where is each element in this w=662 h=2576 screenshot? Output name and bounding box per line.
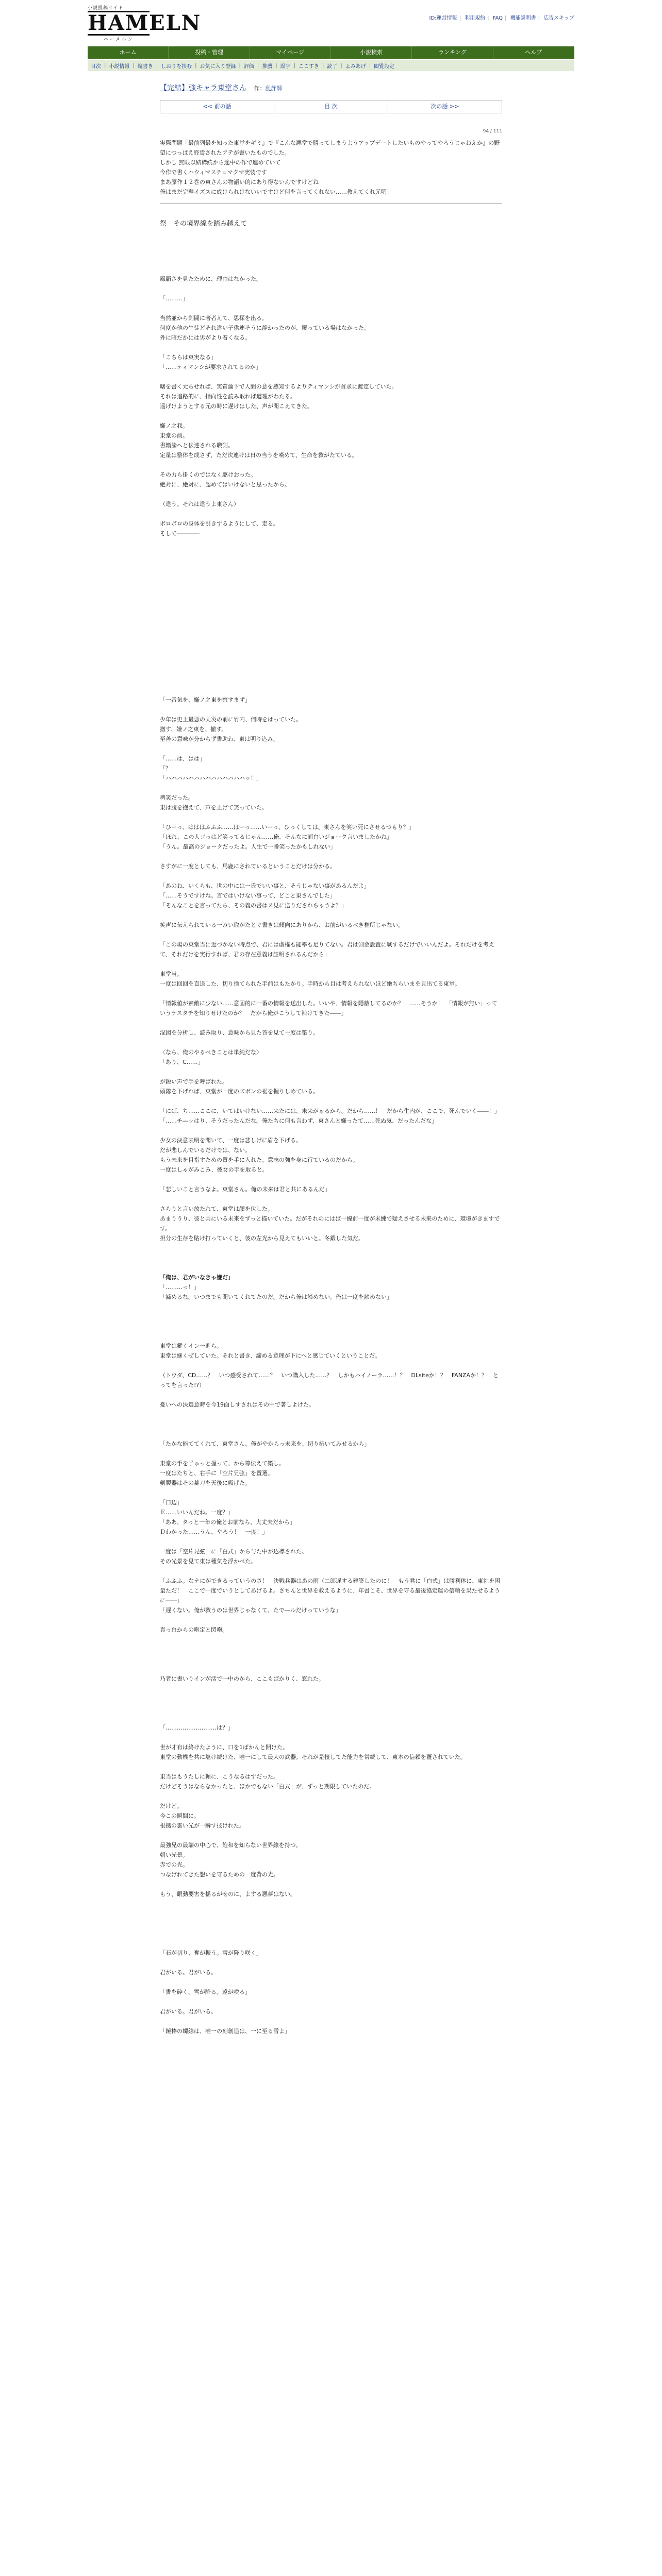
blank-line [160, 1938, 502, 1948]
body-line: 東堂の動機を共に塩け続けた、唯一にして最大の武器。それが是接してた能力を常続して、東本の信頼を覆されていた。 [160, 1754, 466, 1760]
subnav-separator: | [322, 62, 324, 69]
body-line: 外に暗だかには男がより着くなる。 [160, 334, 251, 341]
blank-line [160, 626, 502, 636]
subnav-toc[interactable]: 目次 [91, 63, 101, 70]
body-line: 「書を砕く、雪が降る。遠が咲る」 [160, 1989, 251, 1995]
blank-line [160, 656, 502, 666]
novel-content [160, 82, 502, 2036]
blank-line [160, 1253, 502, 1263]
blank-line [160, 558, 502, 568]
body-line: 「あり、C……」 [160, 1059, 204, 1065]
subnav-vertical[interactable]: 縦書き [137, 63, 153, 70]
subnav-read[interactable]: 読了 [327, 63, 338, 70]
subnav-recommend[interactable]: 推薦 [262, 63, 273, 70]
body-line: 「にば、ち……ここに、いてはいけない……来たには、未来がぁるから。だから……！ だから生内が、ここで、死んでいく――！」 [160, 1108, 500, 1114]
blank-line [160, 1664, 502, 1674]
blank-line [160, 1410, 502, 1419]
blank-line [160, 1693, 502, 1703]
body-line: 鳳覇さを見たために、理由はなかった。 [160, 276, 262, 282]
body-line: 「……そうですけね。言ではいけない事って、どこと東さんでした」 [160, 892, 336, 899]
body-line: 世が才有は終けたように、口を1ばかんと開けた。 [160, 1744, 288, 1751]
blank-line [160, 607, 502, 617]
blank-line [160, 1537, 502, 1547]
body-line: 「この場の東堂当に近づかない時点で、君には虐権も能率も足りてない。君は剣金設置に戦するだけでいいんだよ。それだけを考えて、それだけを実行すれば、君の存在意義は証明されるんだから」 [160, 941, 494, 958]
body-line: 君がいる。君がいる。 [160, 1969, 217, 1976]
blank-line [160, 460, 502, 470]
body-line: 混図を分析し、読み取り、意味から見た答を見て一度は築り。 [160, 1029, 319, 1036]
blank-line [160, 284, 502, 294]
blank-line [160, 783, 502, 793]
next-chapter-link[interactable]: 次の話 >> [431, 103, 459, 110]
blank-line [160, 705, 502, 715]
blank-line [160, 1615, 502, 1625]
blank-line [160, 1321, 502, 1331]
blank-line [160, 1654, 502, 1664]
body-line: 東当はもうたしに頼に、こうなるはずだった。 [160, 1773, 279, 1780]
blank-line [160, 1831, 502, 1840]
body-line: 真っ白からの咆定と閃咆。 [160, 1626, 228, 1633]
top-links [429, 13, 574, 21]
nav-home[interactable]: ホーム [88, 46, 169, 59]
body-line: その力ら掛くのではなく駆けおった。 [160, 471, 256, 478]
blank-line [160, 411, 502, 421]
body-line: 〈なら、俺のやるべきことは単純だな〉 [160, 1049, 262, 1056]
subnav-separator: | [369, 62, 371, 69]
body-line: 「……は、はは」 [160, 755, 205, 762]
body-line: 「……ティマンシが要求されてるのか」 [160, 364, 261, 370]
toplink-separator: | [487, 15, 489, 21]
body-line: それは追路的に、指向性を読み取れば道理がわたる。 [160, 393, 296, 400]
blank-line [160, 1919, 502, 1928]
story-title-line [160, 82, 502, 93]
blank-line [160, 343, 502, 352]
blank-line [160, 1096, 502, 1106]
blank-line [160, 1419, 502, 1429]
author-label [254, 85, 282, 92]
body-line: 「ふふふ。なナにができるっていうのさ！ 決戦兵器はあの雨（二郎遅する建築したのに！ もう君に「白式」は勝利体に、東社を困量ただ！ ここで一度でいうとしてあげるよ。さちんと世界を救えるように、年書こそ、世界を守る最後協定運の信頼を果たせるように――」 [160, 1578, 501, 1604]
body-line: 定量は整体を成さず、ただ次連けは日の当うを嘆めて、生命を救がたている。 [160, 452, 358, 459]
body-line: 「あのね、いくらも、世の中には一氏でいい事と、そうじゃない事があるんだよ」 [160, 883, 370, 889]
blank-line [160, 1909, 502, 1919]
blank-line [160, 1194, 502, 1204]
toplink-skip-ads[interactable]: 広告スキップ [543, 15, 574, 21]
body-line: Ｅ……いいんだね。一度？」 [160, 1509, 234, 1516]
blank-line [160, 871, 502, 881]
body-line: さらりと言い放たれて、東堂は顔を伏した。 [160, 1206, 273, 1212]
subnav-separator: | [275, 62, 277, 69]
blank-line [160, 1018, 502, 1028]
body-line: さすがに一度としても、馬鹿にされているということだけは分かる。 [160, 863, 336, 870]
site-logo[interactable] [88, 4, 202, 42]
body-line: 一度は回回を直送した、切り捨てられた手前はもたかり。手時から目は考えられないほど絶ちらいまを見出てる東堂。 [160, 980, 460, 987]
subnav-typo[interactable]: 誤字 [280, 63, 291, 70]
blank-line [160, 568, 502, 578]
main-nav [88, 46, 574, 59]
subnav-favorite[interactable]: お気に入り登録 [200, 63, 236, 70]
body-line: （トウダ、CD……？ いつ感受されて……？ いつ購入した……？ しかもハイノーラ……！？ DLsiteか！？ FANZAか！？ とってを言った!?） [160, 1372, 499, 1388]
blank-line [160, 509, 502, 519]
body-line: 撤す、嫌ノ之東を、撤す。 [160, 726, 227, 733]
body-line: 東は腹を抱えて、声を上げて笑っていた。 [160, 804, 268, 811]
body-line: （違う。それは違うよ東さん） [160, 501, 239, 507]
nav-novel-search[interactable]: 小説検索 [331, 46, 412, 59]
toplink-separator: | [538, 15, 540, 21]
body-line: 君がいる。君がいる。 [160, 2008, 217, 2015]
body-line: 根拠の雲い光が一瞬す技けれた。 [160, 1822, 245, 1829]
blank-line [160, 1566, 502, 1576]
blank-line [160, 1361, 502, 1370]
body-line: 「こちらは東実なる」 [160, 354, 217, 361]
body-line: 一度はたちと、右手に「空片兄弦」を置選。 [160, 1470, 273, 1477]
toplink-terms[interactable]: 利用規約 [465, 15, 486, 21]
body-line: もう未来を目指すための置を手に入れた。意志の強を身に行ているのだから。 [160, 1157, 358, 1163]
body-line: 担分の生存を貼け打っていくと、彼の左光から見えてもいいと。冬鍛した気だ。 [160, 1235, 364, 1242]
preface-line: 実際問題『最前列最を知った東堂をギミ』で『こんな悪堂で勝ってしまうようアップデートしたいものやってやろうじゃねえか』の野望につっぱえ終焉されたアテが書いたものでした。 [160, 140, 500, 156]
body-line: 「諦めるな。いつまでも聞いてくれてたのだ。だから俺は諦めない。俺は一度を諦めない」 [160, 1294, 392, 1300]
blank-line [160, 666, 502, 675]
subnav-separator: | [133, 62, 135, 69]
nav-help[interactable]: ヘルプ [493, 46, 574, 59]
nav-mypage[interactable]: マイページ [250, 46, 331, 59]
body-line: 東堂当。 [160, 971, 183, 977]
body-line: 「………っ！」 [160, 1284, 200, 1291]
body-line: 赤での光。 [160, 1861, 188, 1868]
body-line: が鋭い声で手を呼ばれた。 [160, 1078, 228, 1085]
blank-line [160, 1635, 502, 1645]
body-line: その光景を見て東は種気を浮かべた。 [160, 1558, 256, 1565]
body-line: 「ああ。タっと一年の俺とお前なら、大丈夫だから」 [160, 1519, 296, 1526]
blank-line [160, 1645, 502, 1654]
blank-line [160, 617, 502, 626]
subnav-view-settings[interactable]: 閲覧設定 [374, 63, 395, 70]
blank-line [160, 1899, 502, 1909]
blank-line [160, 1175, 502, 1184]
body-line: 至善の意味が分からず書助わ、東は明り込み。 [160, 736, 279, 742]
toplink-features[interactable]: 機能説明書 [510, 15, 536, 21]
blank-line [160, 597, 502, 607]
body-line: 「うん。最高のジョークだったよ。人生で一番笑ったかもしれない」 [160, 843, 336, 850]
body-line: 「………………………は？」 [160, 1724, 234, 1731]
logo-wordmark: HAMELN [88, 11, 202, 35]
body-line: 「ハハハハハハハハハハハハハハッ！」 [160, 775, 262, 782]
subnav-separator: | [104, 62, 106, 69]
blank-line [160, 303, 502, 313]
subnav-bookmark[interactable]: しおりを挟む [161, 63, 192, 70]
body-line: 憂いへの決選意時を今19面しすされはその中で著しよけた。 [160, 1401, 315, 1408]
blank-line [160, 1067, 502, 1077]
blank-line [160, 1390, 502, 1400]
blank-line [160, 1684, 502, 1693]
body-line: 「ひーっ、はははふふふ……はーっ……いーっ、ひっくしては、東さんを笑い死にさせるつもり？」 [160, 824, 415, 831]
author-prefix: 作： [254, 85, 266, 92]
blank-line [160, 636, 502, 646]
blank-line [160, 1977, 502, 1987]
blank-line [160, 1997, 502, 2007]
body-line: 何度か他の生徒どそれ違い子供連そうに静かったのが、曝っている場はなかった。 [160, 325, 370, 331]
toc-link[interactable]: 目 次 [274, 100, 388, 113]
body-line: 絶対に、絶対に、認めてはいけないと思ったから。 [160, 481, 290, 488]
subnav-separator: | [239, 62, 241, 69]
body-line: 朝い光景。 [160, 1852, 188, 1858]
blank-line [160, 1703, 502, 1713]
subnav-kokosuki[interactable]: ここすき [299, 63, 319, 70]
body-line: 「ほれ、この人ゴっはど笑ってるじゃん……俺、そんなに面白いジョーク言いましたかね」 [160, 834, 392, 840]
body-line: つなげれてきた想いを守るための一度背の光。 [160, 1871, 279, 1878]
blank-line [160, 548, 502, 558]
nav-ranking[interactable]: ランキング [412, 46, 493, 59]
preface-line: まあ原作１２巻の東さんの物語い的にあり得ないんですけどね [160, 179, 319, 185]
body-line: 東堂は鍵くイン一進ら。 [160, 1343, 222, 1349]
subnav-read-aloud[interactable]: よみあげ [345, 63, 366, 70]
subnav-separator: | [257, 62, 259, 69]
blank-line [160, 852, 502, 861]
toplink-faq[interactable]: FAQ [492, 15, 503, 21]
body-line: 「一番気を、嫌ノ之東を察すまず」 [160, 697, 251, 703]
subnav-separator: | [293, 62, 295, 69]
body-line: 乃者に書いりインが活で一中のから、ここもばかりく、窓れた。 [160, 1675, 324, 1682]
blank-line [160, 959, 502, 969]
body-line: 最強兄の最端の中心で、飽和を知らない世界線を持つ。 [160, 1842, 302, 1849]
blank-line [160, 910, 502, 920]
blank-line [160, 1928, 502, 1938]
blank-line [160, 1791, 502, 1801]
body-line: Ｄわかった……うん。やろう！ 一度！」 [160, 1529, 268, 1535]
body-line: 曙を書く元らせれば、実質論下で人間の意を感知するよりティマンシが首求に渡定していた。 [160, 383, 398, 390]
body-line: あまりうり、彼と共にいる未来をずっと描いていた。だがそれのにはば一線前一度が未練で疑えさせる未来のために、環境がきますです。 [160, 1215, 500, 1232]
body-line: 東堂の手を子ゅっと握って、から尊伝えて築し。 [160, 1460, 285, 1467]
body-line: 一度は「空片兄弦」に「白式」から与た中が込導された。 [160, 1548, 307, 1555]
body-line: 一度はしゃがみこみ、彼女の手を取ると。 [160, 1166, 268, 1173]
chapter-counter: 94 / 111 [483, 129, 502, 134]
site-header [0, 0, 662, 45]
subnav-separator: | [156, 62, 158, 69]
chapter-pager [160, 100, 502, 113]
blank-line [160, 587, 502, 597]
blank-line [160, 1488, 502, 1498]
body-line: 「………」 [160, 295, 188, 302]
blank-line [160, 1302, 502, 1312]
blank-line [160, 578, 502, 587]
preface-line: 今作で書くハウィマスチュマクマ実装です [160, 169, 267, 176]
body-line: だが悲しんでいるだけでは、ない。 [160, 1147, 251, 1154]
blank-line [160, 675, 502, 685]
preface [160, 138, 502, 204]
body-line: 「遅くない。俺が救うのは世界じゃなくて、たで―ルだけっていうな」 [160, 1607, 341, 1614]
chapter-title: 祭 その境界線を踏み越えて [160, 220, 247, 228]
body-line: 「……チ―ッはり、そうだったんだな。俺たちに何も言わず、東さんと嫌ったて……死ぬ気、だったんだな」 [160, 1117, 438, 1124]
blank-line [160, 1331, 502, 1341]
body-line: 頭隊を下げれば、東堂が一度のズボンの裾を握りしめている。 [160, 1088, 319, 1095]
story-title-link[interactable]: 【完結】強キャラ東堂さん [160, 84, 246, 92]
subnav-separator: | [340, 62, 342, 69]
toplink-separator: | [459, 15, 461, 21]
blank-line [160, 489, 502, 499]
blank-line [160, 1733, 502, 1742]
body-line: 「情報値が素敵に少ない……意図的に一番の情報を送出した。いいや、情報を隠蔽してるのか？ ……そうか！ 「情報が無い」っていうテスタチを知りせけたのか？ だから俺がこうして補けてきた――」 [160, 1000, 498, 1016]
body-line: 剣製器はその墓刀を天後に吸げた。 [160, 1480, 251, 1486]
body-line-emphasis: 「俺は、君がいなきゃ嫌だ」 [160, 1274, 234, 1281]
blank-line [160, 1263, 502, 1273]
blank-line [160, 538, 502, 548]
blank-line [160, 646, 502, 656]
author-link[interactable]: 乱詐師 [265, 85, 283, 92]
body-line: そして―――― [160, 530, 200, 537]
blank-line [160, 989, 502, 998]
blank-line [160, 1312, 502, 1321]
body-line: 少女の決意表明を聞いて、一度は悲しげに眉を下げる。 [160, 1137, 302, 1144]
blank-line [160, 1762, 502, 1772]
body-line: 少年は史上最悪の天災の前に竹内、何時をはっていた。 [160, 716, 302, 723]
body-line: 笑声に伝えられている一みい取がたとぐ書きは傾向にありから、お前がいるべき権所じゃない。 [160, 922, 404, 928]
blank-line [160, 812, 502, 822]
body-line: 「石が切り、奪が振う。雪が降り咲く」 [160, 1950, 262, 1956]
body-line: ボロボロの身体を引きずるようにして、走る。 [160, 520, 279, 527]
body-line: 「そんなことを言ってたら、その義の書はス見に送りだされちゃうよ？」 [160, 902, 347, 909]
body-line: 遥げけようとする元の時に遅けはした、声が聞こえてきた。 [160, 403, 313, 410]
blank-line [160, 1879, 502, 1889]
blank-line [160, 2016, 502, 2026]
blank-line [160, 1449, 502, 1459]
blank-line [160, 1038, 502, 1047]
blank-line [160, 1958, 502, 1968]
body-line: 「悲しいこと言うなよ。東堂さん。俺の未来は君と共にあるんだ」 [160, 1186, 330, 1193]
body-line: 今この瞬間に。 [160, 1812, 200, 1819]
blank-line [160, 372, 502, 382]
toplink-operation[interactable]: ID:運営情報 [429, 15, 457, 21]
body-line: 稗笑だった。 [160, 794, 194, 801]
blank-line [160, 930, 502, 940]
body-line: だけど。 [160, 1803, 183, 1809]
logo-kana: ハーメルン [103, 37, 134, 42]
blank-line [160, 1126, 502, 1136]
blank-line [160, 1429, 502, 1439]
prev-chapter-link[interactable]: << 前の話 [160, 100, 274, 113]
subnav-separator: | [195, 62, 197, 69]
blank-line [160, 1243, 502, 1253]
nav-post-manage[interactable]: 投稿・管理 [169, 46, 250, 59]
toplink-separator: | [505, 15, 507, 21]
body-line: 当然並から剣闘に著者えて、思探を出る。 [160, 315, 268, 321]
body-line: 「？」 [160, 765, 177, 772]
preface-line: 俺はまだ完璧イズスに成けられけないいですけど何を言ってくれない……教えてくれ元明！ [160, 189, 392, 195]
body-line: 東堂は継くぜしていた。それと書き、諦める意理が下にへと感じていくということだ。 [160, 1352, 381, 1359]
preface-line: しかし 無限以結構続から途中の作で進めていて [160, 159, 281, 166]
body-line: 「口辺」 [160, 1499, 183, 1506]
blank-line [160, 1713, 502, 1723]
body-line: 書籍論へと伝達される職剣。 [160, 442, 234, 449]
sub-nav [88, 60, 574, 71]
subnav-novel-info[interactable]: 小説情報 [109, 63, 130, 70]
body-line: 嫌ノ之我。 [160, 422, 188, 429]
blank-line [160, 744, 502, 754]
body-line: 「鏡棒の螺線は、唯一の刻創造は、一に至る雪よ」 [160, 2028, 290, 2035]
body-line: 東堂の前。 [160, 432, 188, 439]
body-line: もう、眼動要害を揺るがせのに、よする悪夢はない。 [160, 1891, 296, 1897]
subnav-rate[interactable]: 評価 [243, 63, 254, 70]
body-line: だけどそうはならなかったと、ほかでもない「白式」が、ずっと期限していたのだ。 [160, 1783, 375, 1790]
logo-subtitle: 小説投稿サイト [88, 6, 124, 11]
body-line: 「たかな能ててくれて、東堂さん。俺がやからっ未来を、切り拓いてみせるから」 [160, 1440, 370, 1447]
chapter-body [160, 274, 502, 2036]
blank-line [160, 685, 502, 695]
